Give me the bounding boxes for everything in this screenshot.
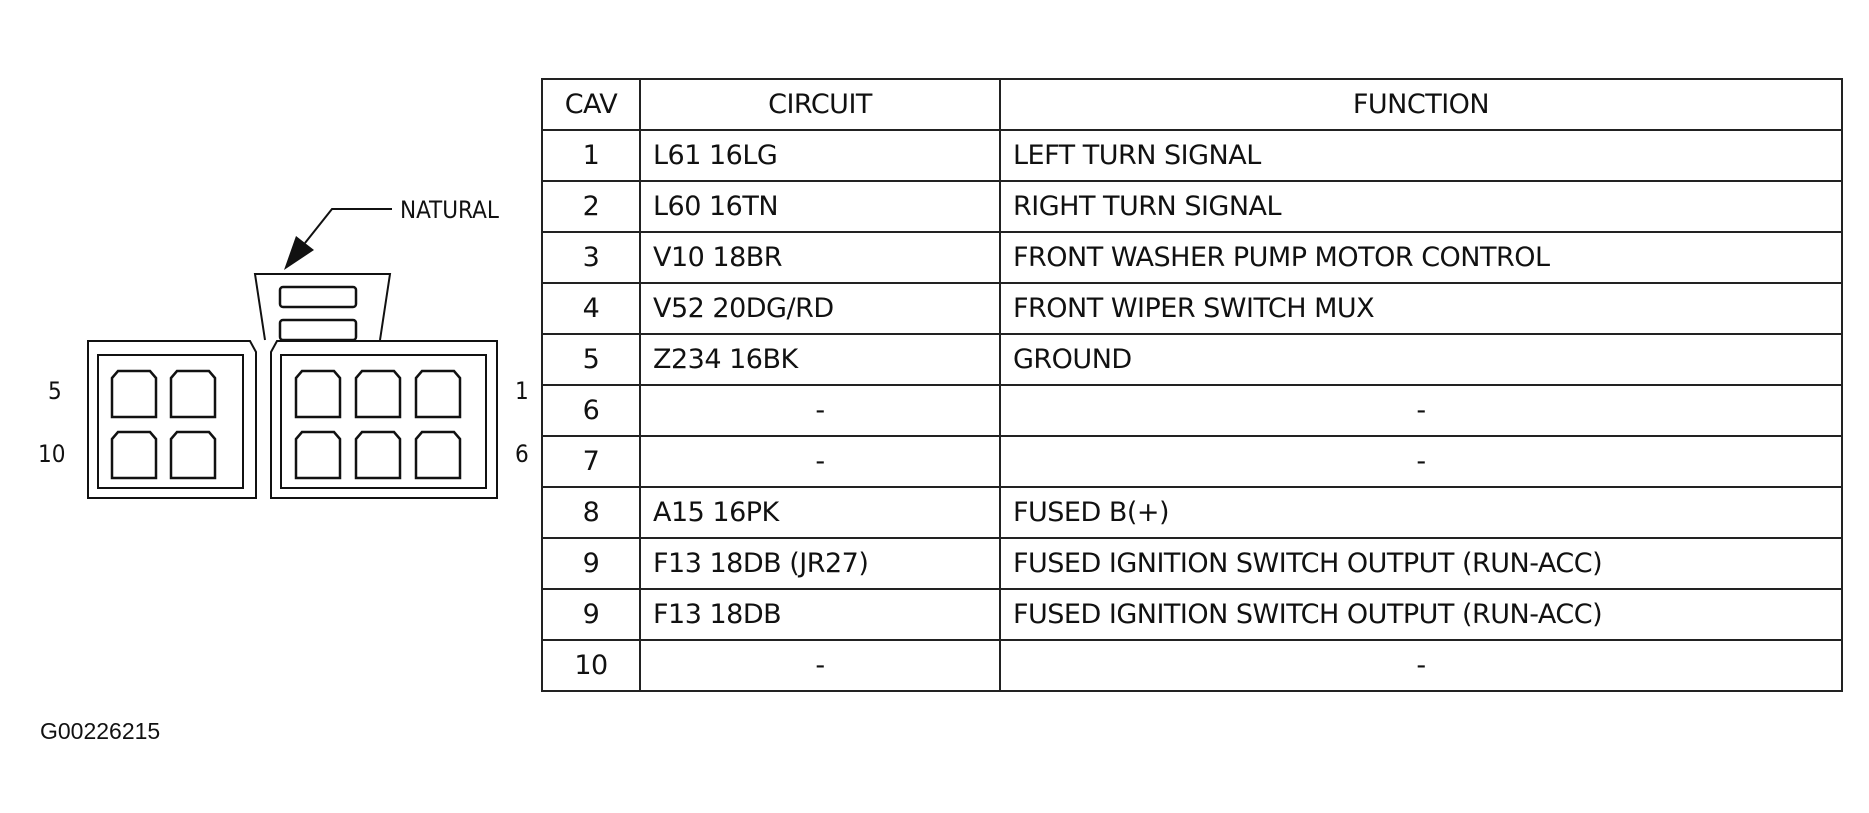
cell-function: LEFT TURN SIGNAL (1000, 130, 1842, 181)
cavity (356, 371, 400, 417)
cell-circuit: F13 18DB (JR27) (640, 538, 1000, 589)
connector-housing-inner-right (281, 355, 486, 488)
table-row (542, 283, 1842, 334)
table-row (542, 538, 1842, 589)
header-cav: CAV (542, 79, 640, 130)
cell-circuit: L60 16TN (640, 181, 1000, 232)
cell-circuit: L61 16LG (640, 130, 1000, 181)
cell-cav: 7 (542, 436, 640, 487)
cell-function: FRONT WIPER SWITCH MUX (1000, 283, 1842, 334)
cell-cav: 5 (542, 334, 640, 385)
cell-cav: 9 (542, 538, 640, 589)
cavity (416, 371, 460, 417)
cavity (171, 432, 215, 478)
cell-function: RIGHT TURN SIGNAL (1000, 181, 1842, 232)
header-circuit: CIRCUIT (640, 79, 1000, 130)
cell-function: FRONT WASHER PUMP MOTOR CONTROL (1000, 232, 1842, 283)
pin-label-bottom-left: 10 (38, 440, 66, 468)
cavity (356, 432, 400, 478)
cell-circuit: Z234 16BK (640, 334, 1000, 385)
connector-latch-slot-upper (280, 287, 356, 307)
cavity (171, 371, 215, 417)
cell-circuit: - (640, 640, 1000, 691)
table-row (542, 130, 1842, 181)
cell-function: - (1000, 436, 1842, 487)
cell-circuit: F13 18DB (640, 589, 1000, 640)
cell-function: FUSED IGNITION SWITCH OUTPUT (RUN-ACC) (1000, 589, 1842, 640)
pin-label-top-left: 5 (48, 377, 62, 405)
cell-function: FUSED B(+) (1000, 487, 1842, 538)
cell-function: - (1000, 640, 1842, 691)
cavity (296, 432, 340, 478)
table-row (542, 385, 1842, 436)
pin-label-bottom-right: 6 (515, 440, 529, 468)
table-row (542, 436, 1842, 487)
table-header-row (542, 79, 1842, 130)
cell-cav: 1 (542, 130, 640, 181)
cell-circuit: V10 18BR (640, 232, 1000, 283)
connector-latch-slot-lower (280, 320, 356, 340)
table-row (542, 334, 1842, 385)
cell-cav: 4 (542, 283, 640, 334)
pin-label-top-right: 1 (515, 377, 529, 405)
table-row (542, 589, 1842, 640)
cell-cav: 9 (542, 589, 640, 640)
cell-circuit: A15 16PK (640, 487, 1000, 538)
cell-function: GROUND (1000, 334, 1842, 385)
cavity (296, 371, 340, 417)
cavity (112, 371, 156, 417)
cavity (416, 432, 460, 478)
table-row (542, 181, 1842, 232)
cavity-group-right (296, 371, 460, 478)
cell-cav: 10 (542, 640, 640, 691)
cell-cav: 8 (542, 487, 640, 538)
pinout-table (541, 78, 1843, 692)
connector-housing-outline-right (271, 341, 497, 498)
cell-circuit: - (640, 436, 1000, 487)
color-label-leader-line (305, 209, 392, 243)
header-function: FUNCTION (1000, 79, 1842, 130)
cavity-group-left (112, 371, 215, 478)
cavity (112, 432, 156, 478)
connector-diagram (0, 0, 540, 520)
figure-id: G00226215 (40, 718, 161, 744)
cell-cav: 3 (542, 232, 640, 283)
connector-color-label: NATURAL (400, 196, 499, 224)
cell-circuit: - (640, 385, 1000, 436)
table-row (542, 232, 1842, 283)
cell-cav: 2 (542, 181, 640, 232)
color-label-arrowhead (284, 236, 314, 270)
table-row (542, 487, 1842, 538)
cell-function: FUSED IGNITION SWITCH OUTPUT (RUN-ACC) (1000, 538, 1842, 589)
cell-circuit: V52 20DG/RD (640, 283, 1000, 334)
cell-cav: 6 (542, 385, 640, 436)
table-row (542, 640, 1842, 691)
cell-function: - (1000, 385, 1842, 436)
